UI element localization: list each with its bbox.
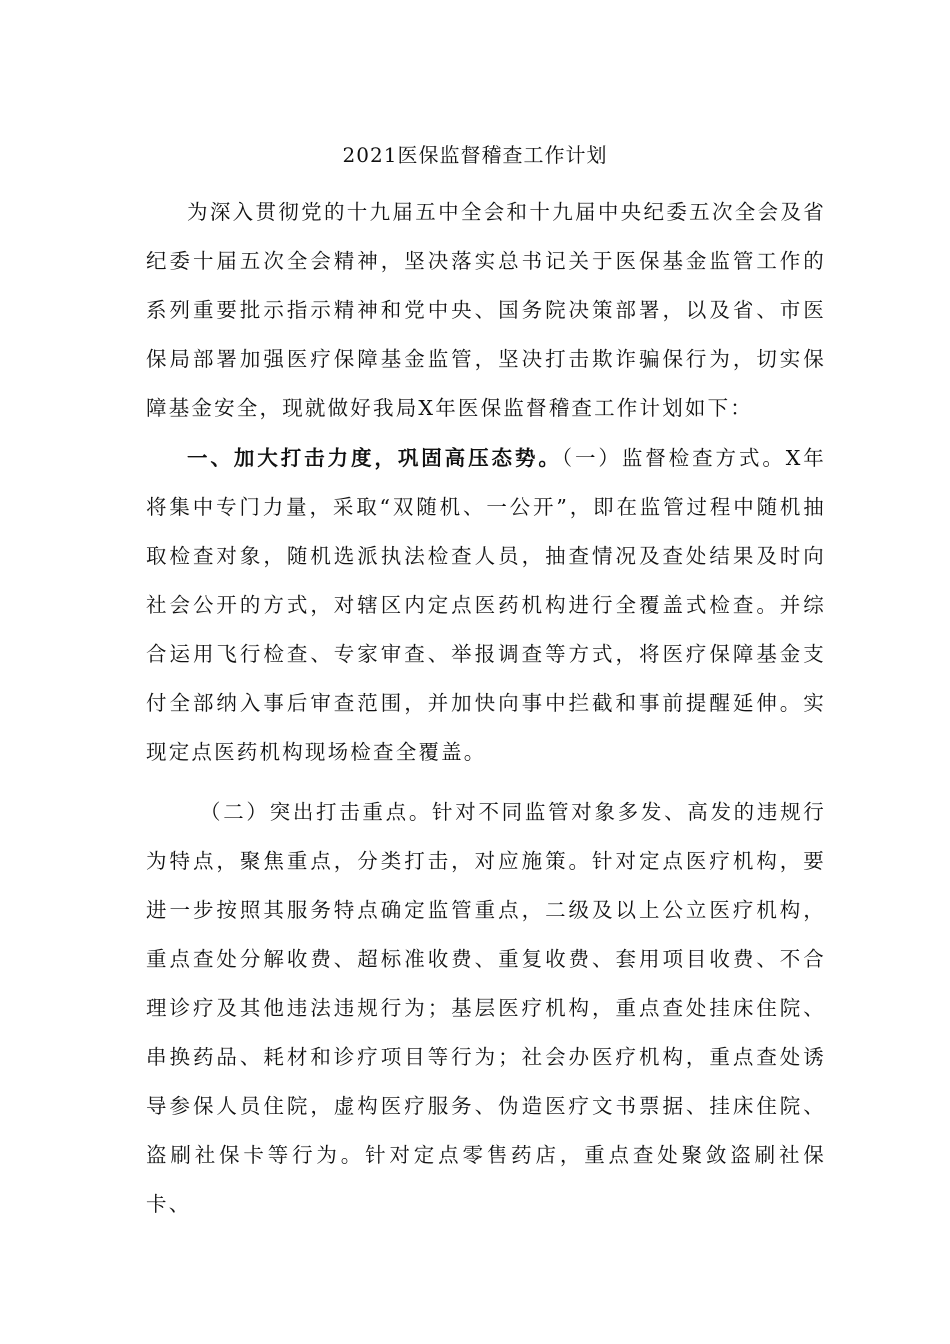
section-1-heading: 一、加大打击力度，巩固高压态势。	[187, 446, 562, 470]
paragraph-intro: 为深入贯彻党的十九届五中全会和十九届中央纪委五次全会及省纪委十届五次全会精神，坚决落实总书记关于医保基金监管工作的系列重要批示指示精神和党中央、国务院决策部署，以及省、市医保局部署加强医疗保障基金监管，坚决打击欺诈骗保行为，切实保障基金安全，现就做好我局X年医保监督稽查工作计划如下：	[146, 200, 826, 420]
paragraph-section-1	[146, 434, 826, 777]
document-title: 2021医保监督稽查工作计划	[342, 143, 608, 167]
paragraph-section-1-2: （二）突出打击重点。针对不同监管对象多发、高发的违规行为特点，聚焦重点，分类打击，对应施策。针对定点医疗机构，要进一步按照其服务特点确定监管重点，二级及以上公立医疗机构，重点查处分解收费、超标准收费、重复收费、套用项目收费、不合理诊疗及其他违法违规行为；基层医疗机构，重点查处挂床住院、串换药品、耗材和诊疗项目等行为；社会办医疗机构，重点查处诱导参保人员住院，虚构医疗服务、伪造医疗文书票据、挂床住院、盗刷社保卡等行为。针对定点零售药店，重点查处聚敛盗刷社保卡、	[146, 800, 826, 1216]
section-1-body: （一）监督检查方式。X年将集中专门力量，采取“双随机、一公开”，即在监管过程中随机抽取检查对象，随机选派执法检查人员，抽查情况及查处结果及时向社会公开的方式，对辖区内定点医药机构进行全覆盖式检查。并综合运用飞行检查、专家审查、举报调查等方式，将医疗保障基金支付全部纳入事后审查范围，并加快向事中拦截和事前提醒延伸。实现定点医药机构现场检查全覆盖。	[146, 446, 827, 764]
